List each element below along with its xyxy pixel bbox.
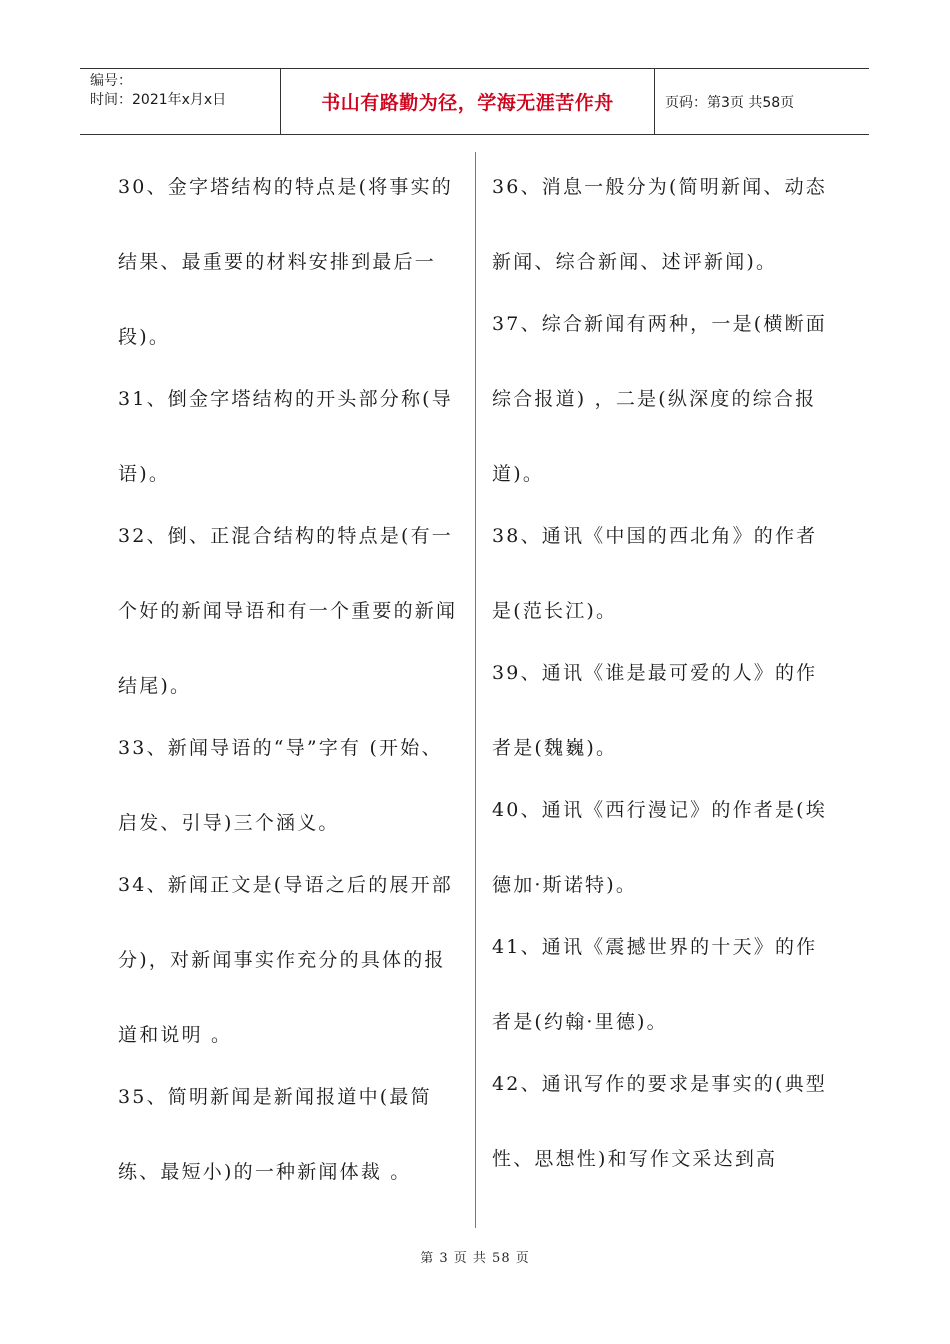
- question-item: 30、金字塔结构的特点是(将事实的结果、最重要的材料安排到最后一段)。: [118, 176, 453, 348]
- column-divider: [475, 152, 476, 1228]
- question-item: 33、新闻导语的“导”字有 (开始、启发、引导)三个涵义。: [118, 737, 443, 834]
- question-item: 31、倒金字塔结构的开头部分称(导语)。: [118, 388, 453, 485]
- header-motto: 书山有路勤为径，学海无涯苦作舟: [281, 69, 655, 134]
- header-page-info: 页码：第3页 共58页: [665, 94, 795, 111]
- question-item: 41、通讯《震撼世界的十天》的作者是(约翰·里德)。: [492, 936, 818, 1033]
- question-item: 36、消息一般分为(简明新闻、动态新闻、综合新闻、述评新闻)。: [492, 176, 827, 273]
- question-item: 40、通讯《西行漫记》的作者是(埃德加·斯诺特)。: [492, 799, 827, 896]
- page-header: [80, 68, 869, 135]
- document-number-label: 编号：: [90, 73, 132, 89]
- question-item: 35、简明新闻是新闻报道中(最简练、最短小)的一种新闻体裁 。: [118, 1086, 432, 1183]
- question-item: 32、倒、正混合结构的特点是(有一个好的新闻导语和有一个重要的新闻结尾)。: [118, 525, 458, 697]
- question-item: 42、通讯写作的要求是事实的(典型性、思想性)和写作文采达到高: [492, 1073, 827, 1170]
- page-footer: 第 3 页 共 58 页: [420, 1251, 530, 1266]
- question-item: 38、通讯《中国的西北角》的作者是(范长江)。: [492, 525, 818, 622]
- question-item: 34、新闻正文是(导语之后的展开部分)，对新闻事实作充分的具体的报道和说明 。: [118, 874, 453, 1046]
- left-column: [118, 150, 458, 1210]
- right-column: [492, 150, 832, 1197]
- header-meta: [80, 69, 281, 134]
- document-date: 时间：2021年x月x日: [90, 92, 227, 108]
- question-item: 37、综合新闻有两种，一是(横断面综合报道) ，二是(纵深度的综合报道)。: [492, 313, 827, 485]
- question-item: 39、通讯《谁是最可爱的人》的作者是(魏巍)。: [492, 662, 818, 759]
